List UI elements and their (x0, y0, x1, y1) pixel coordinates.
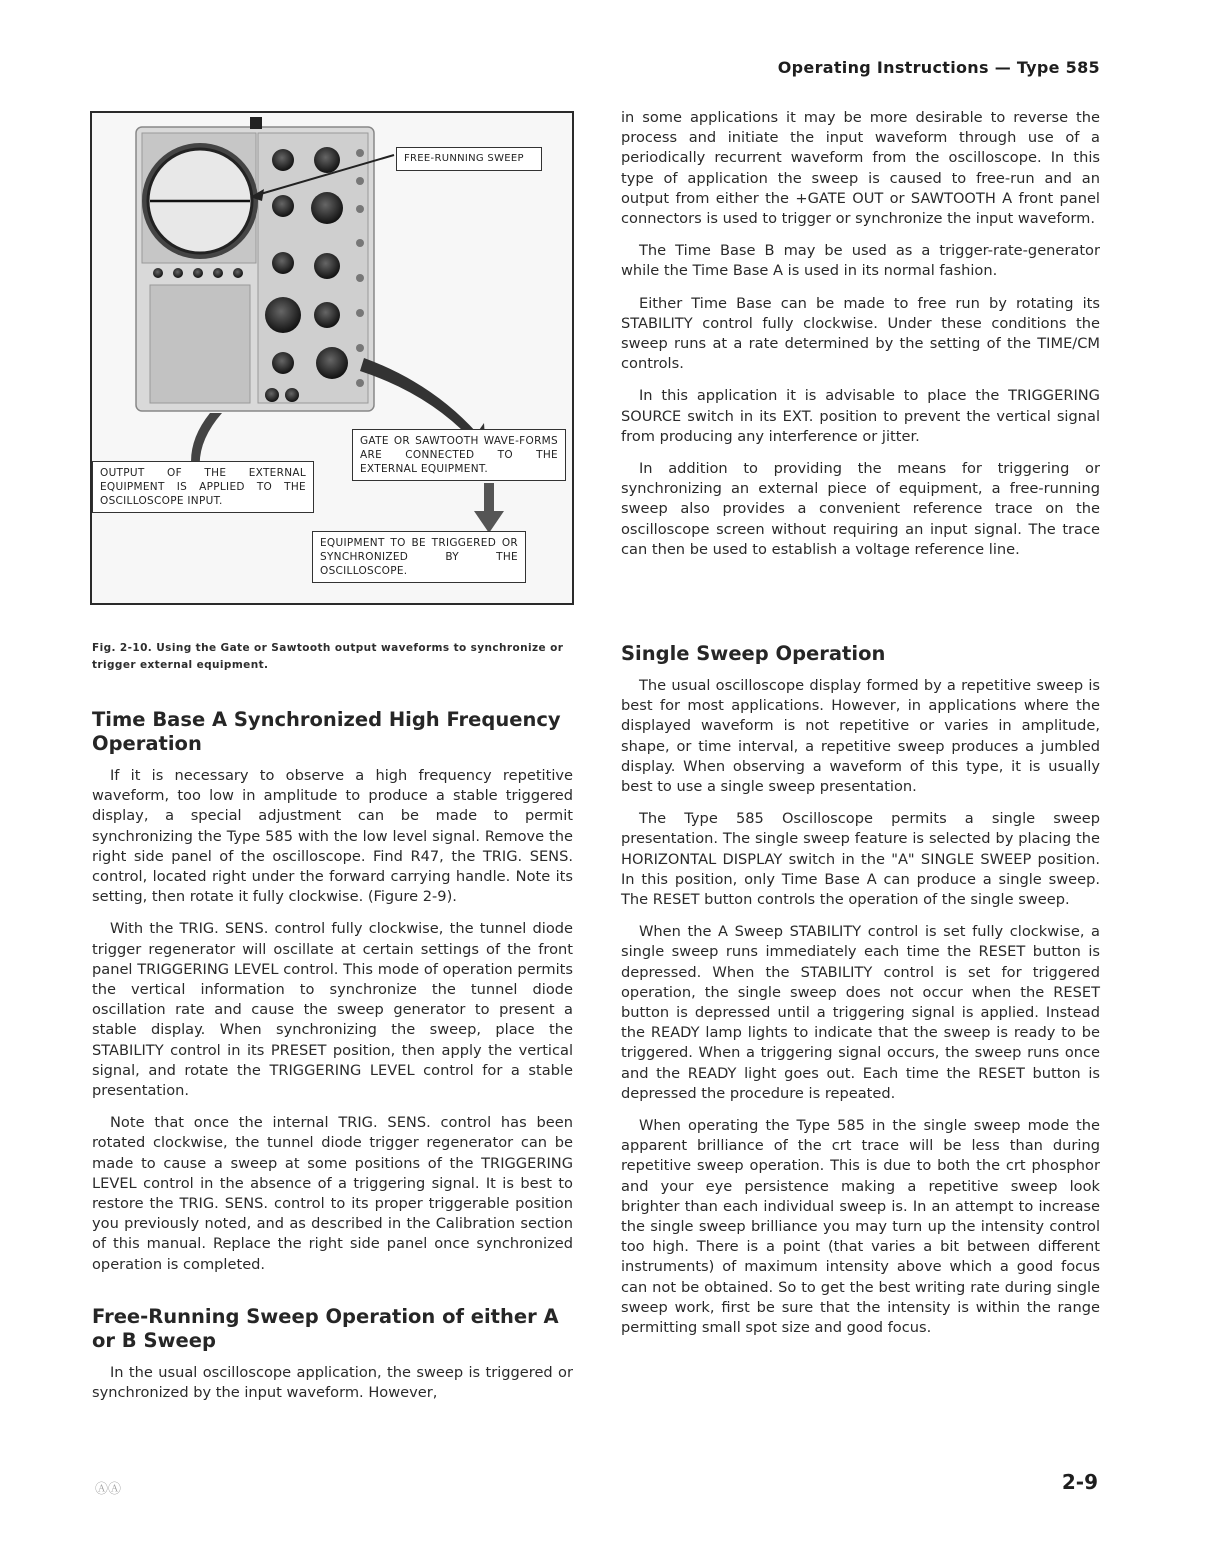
oscilloscope-illustration (92, 113, 572, 603)
callout-gate-sawtooth: GATE OR SAWTOOTH WAVE-FORMS ARE CONNECTED TO THE EXTERNAL EQUIPMENT. (352, 429, 566, 481)
paragraph: When operating the Type 585 in the single sweep mode the apparent brilliance of the crt trace will be less than during repetitive sweep operation. This is due to both the crt phosphor and your eye persistence making a repetitive sweep look brighter than each individual sweep is. In an attempt to increase the single sweep brilliance you may turn up the intensity control too high. There is a point (that varies a bit between different instruments) of maximum intensity above which a good focus can not be obtained. So to get the best writing rate during single sweep work, first be sure that the intensity is within the range permitting small spot size and good focus. (621, 1117, 1100, 1337)
section-title-free-running: Free-Running Sweep Operation of either A or B Sweep (92, 1304, 559, 1352)
paragraph: The Time Base B may be used as a trigger-rate-generator while the Time Base A is used in its normal fashion. (621, 242, 1100, 280)
right-column-top (621, 108, 1100, 572)
paragraph: Note that once the internal TRIG. SENS. control has been rotated clockwise, the tunnel diode trigger regenerator can be made to cause a sweep at some positions of the TRIGGERING LEVEL control in the absence of a triggering signal. It is best to restore the TRIG. SENS. control to its proper triggerable position you previously noted, and as described in the Calibration section of this manual. Replace the right side panel once synchronized operation is completed. (92, 1114, 573, 1273)
paragraph: In this application it is advisable to place the TRIGGERING SOURCE switch in its EXT. position to prevent the vertical signal from producing any interference or jitter. (621, 387, 1100, 445)
figure-caption: Fig. 2-10. Using the Gate or Sawtooth output waveforms to synchronize or trigger external equipment. (92, 642, 564, 671)
paragraph: The usual oscilloscope display formed by a repetitive sweep is best for most applications. However, in applications where the displayed waveform is not repetitive or varies in amplitude, shape, or time interval, a repetitive sweep produces a jumbled display. When observing a waveform of this type, it is usually best to use a single sweep presentation. (621, 677, 1100, 796)
footer-mark: ⒶⒶ (95, 1482, 122, 1497)
callout-equipment-triggered: EQUIPMENT TO BE TRIGGERED OR SYNCHRONIZED BY THE OSCILLOSCOPE. (312, 531, 526, 583)
paragraph: In the usual oscilloscope application, the sweep is triggered or synchronized by the input waveform. However, (92, 1363, 573, 1402)
paragraph: The Type 585 Oscilloscope permits a single sweep presentation. The single sweep feature is selected by placing the HORIZONTAL DISPLAY switch in the "A" SINGLE SWEEP position. In this position, only Time Base A can produce a single sweep. The RESET button controls the operation of the single sweep. (621, 810, 1100, 909)
section-title-single-sweep: Single Sweep Operation (621, 642, 886, 665)
paragraph: Either Time Base can be made to free run by rotating its STABILITY control fully clockwise. Under these conditions the sweep runs at a rate determined by the setting of the TIME/CM controls. (621, 294, 1100, 373)
callout-output-external: OUTPUT OF THE EXTERNAL EQUIPMENT IS APPLIED TO THE OSCILLOSCOPE INPUT. (92, 461, 314, 513)
figure-oscilloscope-photo (90, 111, 574, 605)
callout-free-running-sweep: FREE-RUNNING SWEEP (396, 147, 542, 171)
page-number: 2-9 (1061, 1470, 1098, 1494)
page-header: Operating Instructions — Type 585 (777, 58, 1100, 77)
paragraph: in some applications it may be more desirable to reverse the process and initiate the input waveform through use of a periodically recurrent waveform from the oscilloscope. In this type of application the sweep is caused to free-run and an output from either the +GATE OUT or SAWTOOTH A front panel connectors is used to trigger or synchronize the input waveform. (621, 109, 1100, 228)
paragraph: When the A Sweep STABILITY control is set fully clockwise, a single sweep runs immediately each time the RESET button is depressed. When the STABILITY control is set for triggered operation, the single sweep does not occur when the RESET button is depressed until a triggering signal is applied. Instead the READY lamp lights to indicate that the sweep is ready to be triggered. When a triggering signal occurs, the sweep runs once and the READY light goes out. Each time the RESET button is depressed the procedure is repeated. (621, 923, 1100, 1102)
left-column (92, 708, 573, 1415)
section-title-time-base-a: Time Base A Synchronized High Frequency Operation (92, 708, 561, 755)
paragraph: If it is necessary to observe a high frequency repetitive waveform, too low in amplitude to produce a stable triggered display, a special adjustment can be made to permit synchronizing the Type 585 with the low level signal. Remove the right side panel of the oscilloscope. Find R47, the TRIG. SENS. control, located right under the forward carrying handle. Note its setting, then rotate it fully clockwise. (Figure 2-9). (92, 767, 573, 906)
right-column-bottom (621, 642, 1100, 1350)
paragraph: With the TRIG. SENS. control fully clockwise, the tunnel diode trigger regenerator will oscillate at certain settings of the front panel TRIGGERING LEVEL control. This mode of operation permits the vertical information to synchronize the tunnel diode oscillation rate and cause the sweep generator to present a stable display. When synchronizing the sweep, place the STABILITY control in its PRESET position, then apply the vertical signal, and rotate the TRIGGERING LEVEL control for a stable presentation. (92, 920, 573, 1100)
paragraph: In addition to providing the means for triggering or synchronizing an external piece of equipment, a free-running sweep also provides a convenient reference trace on the oscilloscope screen without requiring an input signal. The trace can then be used to establish a voltage reference line. (621, 460, 1100, 558)
